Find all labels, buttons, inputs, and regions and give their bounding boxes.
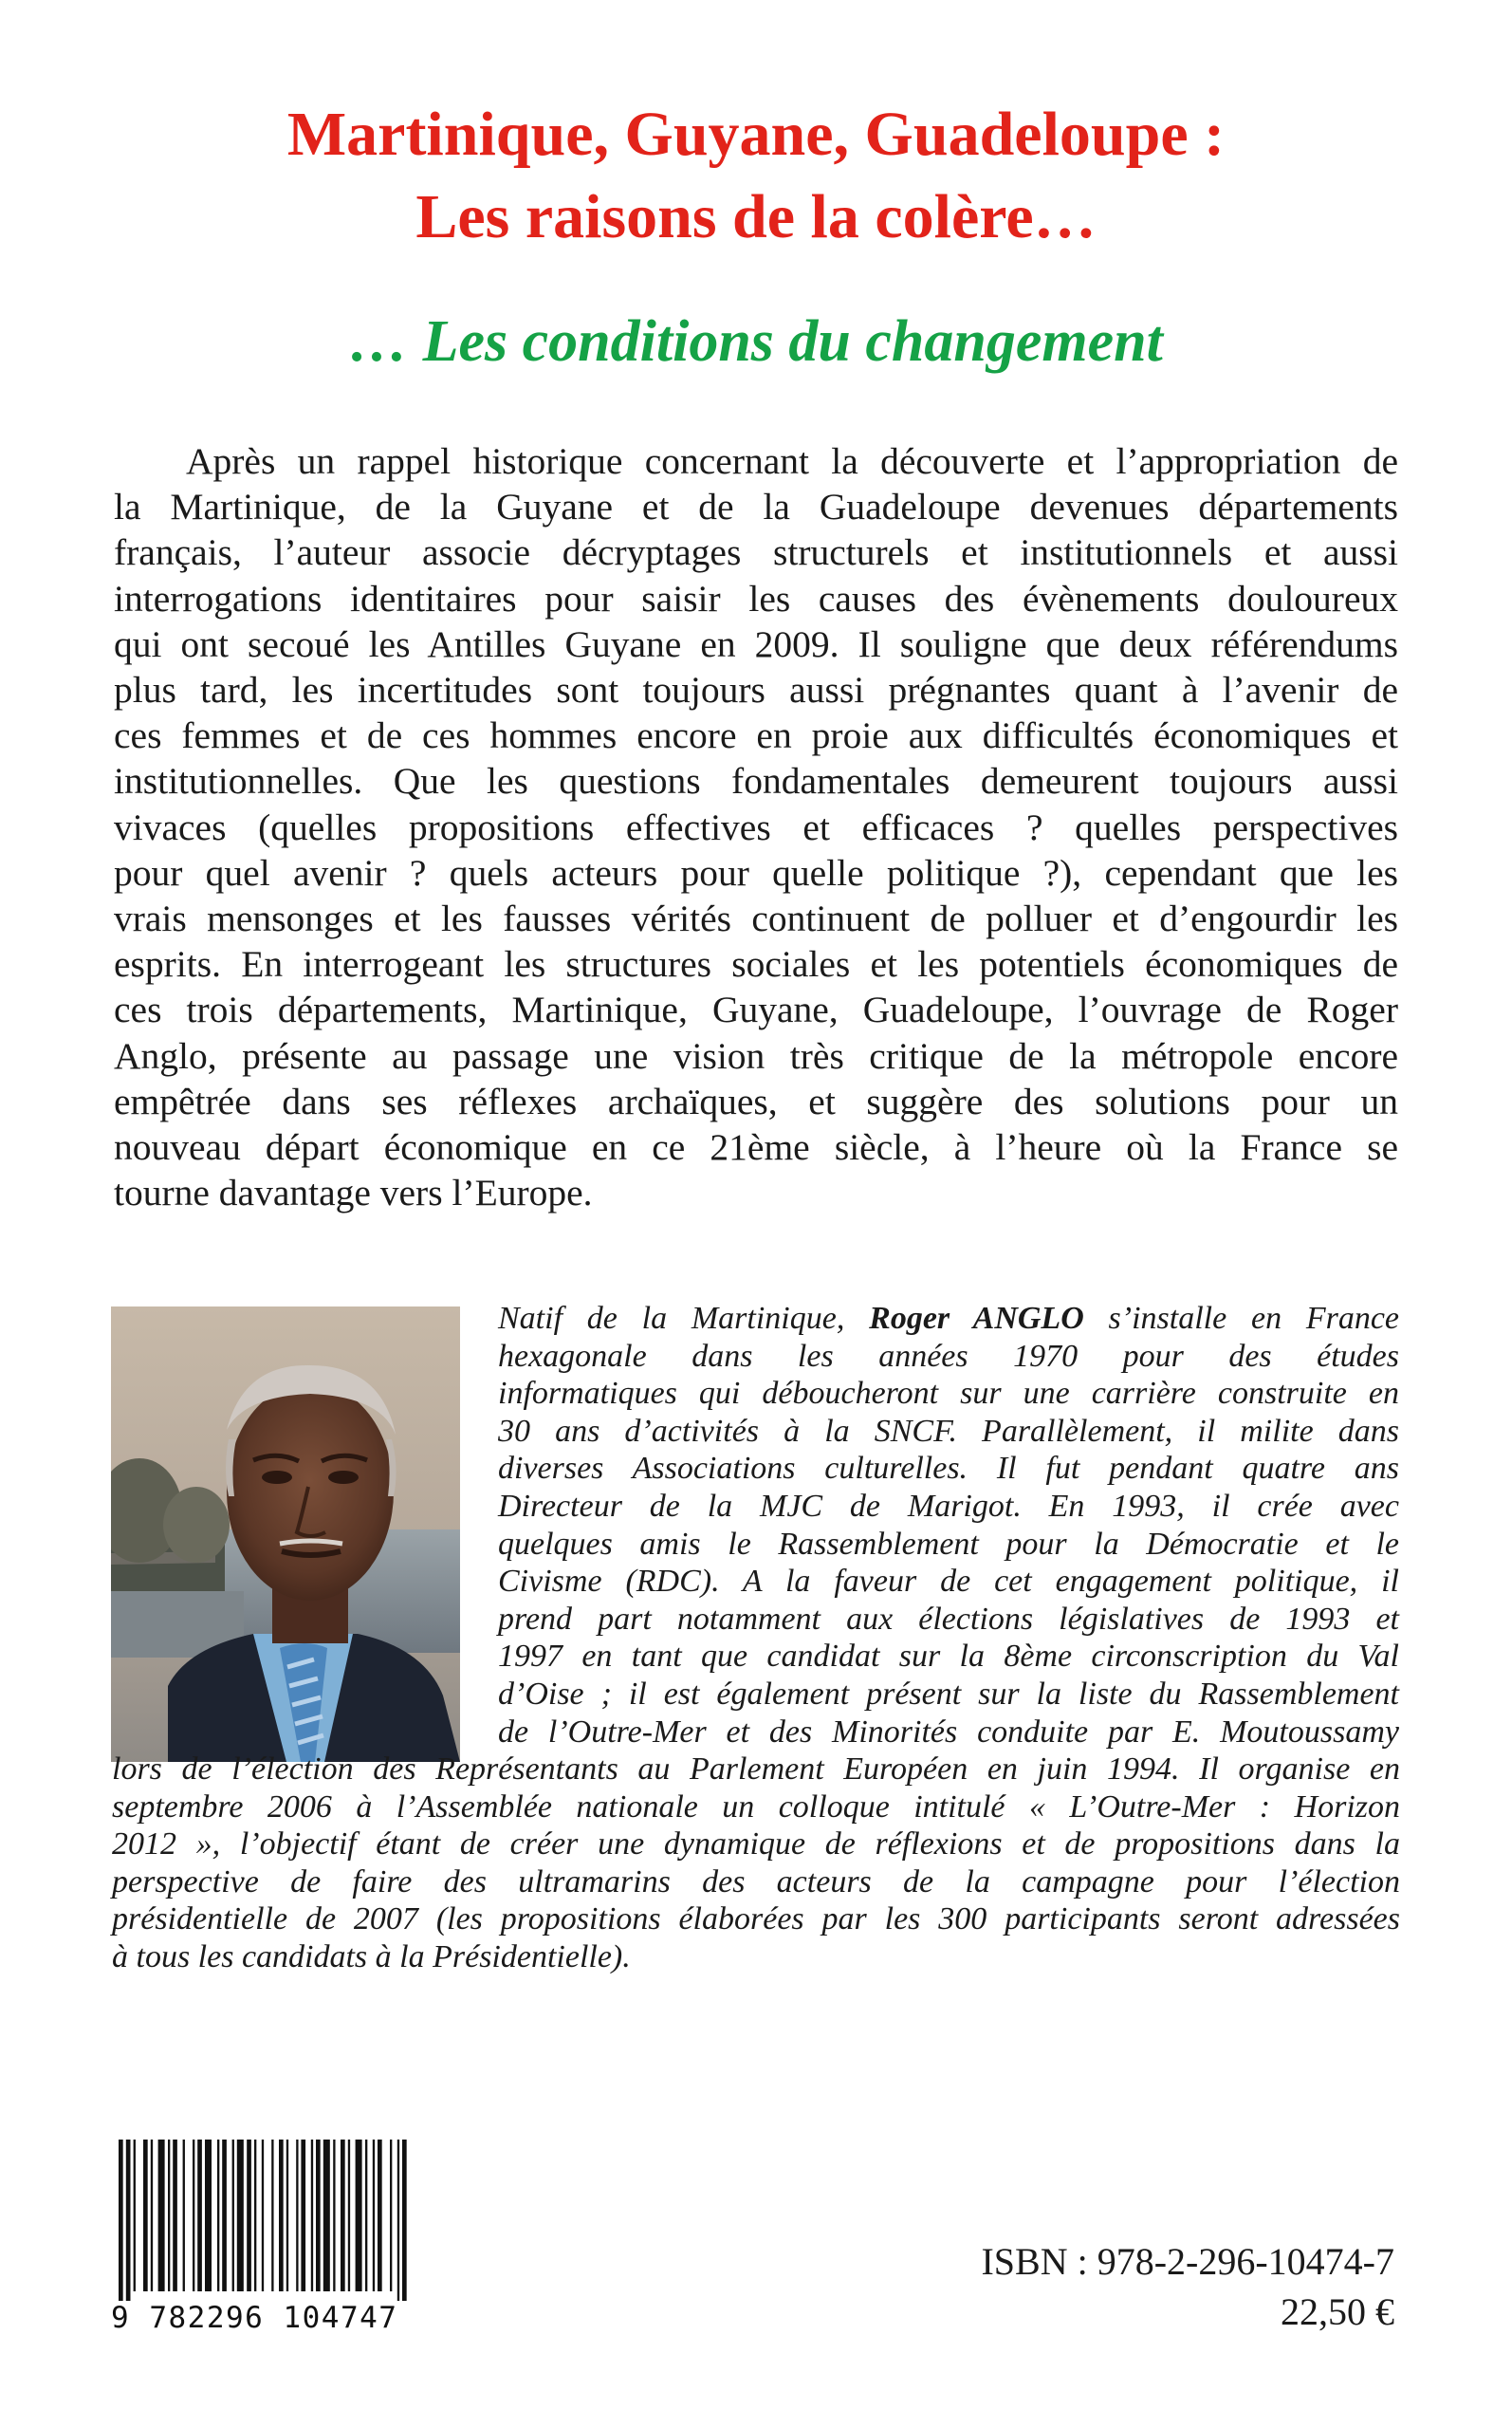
summary-line: plus tard, les incertitudes sont toujours aussi prégnantes quant à l’avenir de — [114, 669, 1398, 712]
bio-line: prend part notamment aux élections législatives de 1993 et — [498, 1601, 1399, 1637]
bio-intro-continued: s’installe en France — [1108, 1301, 1400, 1336]
bio-line: 2012 », l’objectif étant de créer une dynamique de réflexions et de propositions dans la — [112, 1826, 1400, 1862]
bio-line: hexagonale dans les années 1970 pour des études — [498, 1338, 1399, 1374]
summary-line: vivaces (quelles propositions effectives et efficaces ? quelles perspectives — [114, 806, 1398, 848]
summary-line: vrais mensonges et les fausses vérités continuent de polluer et d’engourdir les — [114, 898, 1398, 940]
bio-line: d’Oise ; il est également présent sur la liste du Rassemblement — [498, 1676, 1399, 1712]
book-title-line-2: Les raisons de la colère… — [415, 182, 1097, 251]
barcode-digits: 9 782296 104747 — [111, 2301, 398, 2335]
summary-line: pour quel avenir ? quels acteurs pour quelle politique ?), cependant que les — [114, 851, 1398, 894]
bio-line: 30 ans d’activités à la SNCF. Parallèlement, il milite dans — [498, 1413, 1399, 1449]
bio-line: Civisme (RDC). A la faveur de cet engagement politique, il — [498, 1564, 1399, 1600]
book-subtitle: … Les conditions du changement — [349, 309, 1163, 374]
summary-line: nouveau départ économique en ce 21ème siècle, à l’heure où la France se — [114, 1126, 1398, 1169]
summary-line: ces femmes et de ces hommes encore en proie aux difficultés économiques et — [114, 714, 1398, 757]
isbn-number: ISBN : 978-2-296-10474-7 — [981, 2240, 1394, 2283]
bio-line — [498, 1300, 1399, 1338]
bio-line: quelques amis le Rassemblement pour la Démocratie et le — [498, 1526, 1399, 1562]
summary-line: Anglo, présente au passage une vision très critique de la métropole encore — [114, 1034, 1398, 1077]
bio-line: à tous les candidats à la Présidentielle). — [112, 1938, 631, 1974]
book-title-line-1: Martinique, Guyane, Guadeloupe : — [286, 100, 1226, 169]
author-name: Roger ANGLO — [869, 1301, 1084, 1336]
author-bio-full-width — [112, 1751, 1400, 1976]
summary-line: tourne davantage vers l’Europe. — [114, 1172, 593, 1214]
price: 22,50 € — [1281, 2290, 1394, 2333]
summary-line: français, l’auteur associe décryptages structurels et institutionnels et aussi — [114, 531, 1398, 574]
bio-line: lors de l’élection des Représentants au Parlement Européen en juin 1994. Il organise en — [112, 1751, 1400, 1787]
bio-line: présidentielle de 2007 (les propositions élaborées par les 300 participants seront adressées — [112, 1901, 1400, 1937]
bio-line: de l’Outre-Mer et des Minorités conduite par E. Moutoussamy — [498, 1714, 1399, 1750]
summary-line: empêtrée dans ses réflexes archaïques, et suggère des solutions pour un — [114, 1080, 1398, 1122]
summary-line: ces trois départements, Martinique, Guyane, Guadeloupe, l’ouvrage de Roger — [114, 989, 1398, 1031]
summary-line: la Martinique, de la Guyane et de la Guadeloupe devenues départements — [114, 486, 1398, 528]
author-bio-right — [498, 1300, 1399, 1751]
summary-line: interrogations identitaires pour saisir les causes des évènements douloureux — [114, 577, 1398, 620]
summary-line: qui ont secoué les Antilles Guyane en 2009. Il souligne que deux référendums — [114, 622, 1398, 665]
bio-line: informatiques qui déboucheront sur une carrière construite en — [498, 1376, 1399, 1412]
bio-line: Directeur de la MJC de Marigot. En 1993, il crée avec — [498, 1488, 1399, 1524]
bio-line: diverses Associations culturelles. Il fut pendant quatre ans — [498, 1451, 1399, 1487]
summary-paragraph — [114, 438, 1398, 1215]
author-photo — [111, 1306, 460, 1762]
summary-line: Après un rappel historique concernant la découverte et l’appropriation de — [186, 440, 1398, 482]
summary-line: institutionnelles. Que les questions fondamentales demeurent toujours aussi — [114, 760, 1398, 803]
barcode-image — [111, 2140, 424, 2301]
bio-line: septembre 2006 à l’Assemblée nationale un colloque intitulé « L’Outre-Mer : Horizon — [112, 1788, 1400, 1825]
bio-line: perspective de faire des ultramarins des acteurs de la campagne pour l’élection — [112, 1863, 1400, 1899]
bio-line: 1997 en tant que candidat sur la 8ème circonscription du Val — [498, 1639, 1399, 1675]
summary-line: esprits. En interrogeant les structures sociales et les potentiels économiques de — [114, 943, 1398, 986]
bio-intro: Natif de la Martinique, — [498, 1301, 845, 1336]
